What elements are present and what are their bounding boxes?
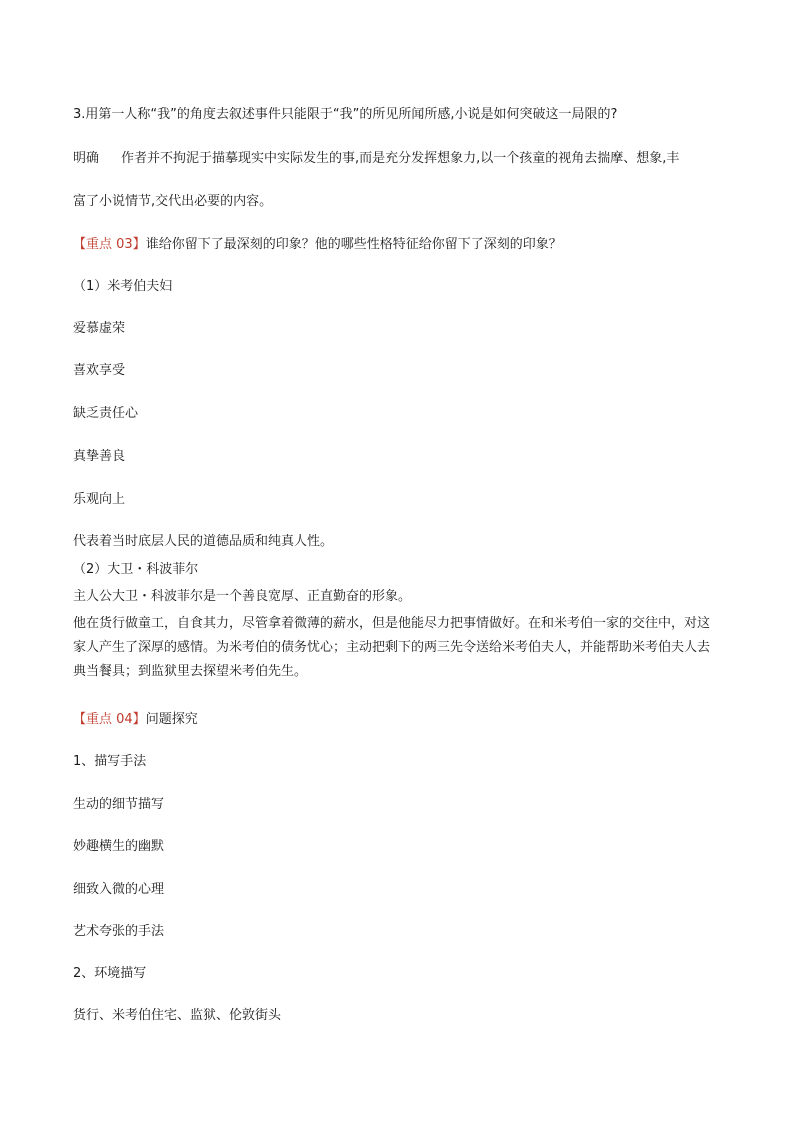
method-item: 妙趣横生的幽默 — [73, 839, 165, 854]
trait-item: 乐观向上 — [73, 492, 126, 507]
trait-item: 真挚善良 — [73, 449, 126, 464]
trait-item: 缺乏责任心 — [73, 406, 139, 421]
answer-text-1: 作者并不拘泥于描摹现实中实际发生的事,而是充分发挥想象力,以一个孩童的视角去揣摩、想象,丰 — [121, 151, 680, 166]
trait-item: 喜欢享受 — [73, 363, 126, 378]
section-03-title: 谁给你留下了最深刻的印象？他的哪些性格特征给你留下了深刻的印象？ — [145, 237, 562, 252]
method-item: 生动的细节描写 — [73, 797, 165, 812]
heading-environment: 2、环境描写 — [73, 966, 147, 981]
question-3: 3.用第一人称“我”的角度去叙述事件只能限于“我”的所见所闻所感,小说是如何突破这一局限的? — [73, 107, 618, 122]
section-04-heading — [73, 711, 198, 729]
david-paragraph: 他在货行做童工，自食其力，尽管拿着微薄的薪水，但是他能尽力把事情做好。在和米考伯一家的交往中，对这家人产生了深厚的感情。为米考伯的债务忧心；主动把剩下的两三先令送给米考伯夫人，并能帮助米考伯夫人去典当餐具；到监狱里去探望米考伯先生。 — [73, 616, 711, 679]
heading-description-methods: 1、描写手法 — [73, 754, 147, 769]
trait-item: 爱慕虚荣 — [73, 321, 126, 336]
section-03-tag: 【重点 03】 — [73, 237, 146, 252]
sub-heading-david: （2）大卫・科波菲尔 — [73, 562, 199, 577]
method-item: 细致入微的心理 — [73, 882, 165, 897]
david-intro: 主人公大卫・科波菲尔是一个善良宽厚、正直勤奋的形象。 — [73, 589, 412, 604]
section-03-heading — [73, 236, 562, 254]
sub-heading-micawbers: （1）米考伯夫妇 — [73, 279, 173, 294]
answer-label: 明确 — [73, 151, 100, 166]
method-item: 艺术夸张的手法 — [73, 924, 165, 939]
section-04-title: 问题探究 — [145, 712, 198, 727]
answer-line-2: 富了小说情节,交代出必要的内容。 — [73, 194, 273, 209]
traits-summary: 代表着当时底层人民的道德品质和纯真人性。 — [73, 534, 334, 549]
environment-list: 货行、米考伯住宅、监狱、伦敦街头 — [73, 1008, 282, 1023]
section-04-tag: 【重点 04】 — [73, 712, 146, 727]
answer-line-1 — [73, 150, 679, 168]
